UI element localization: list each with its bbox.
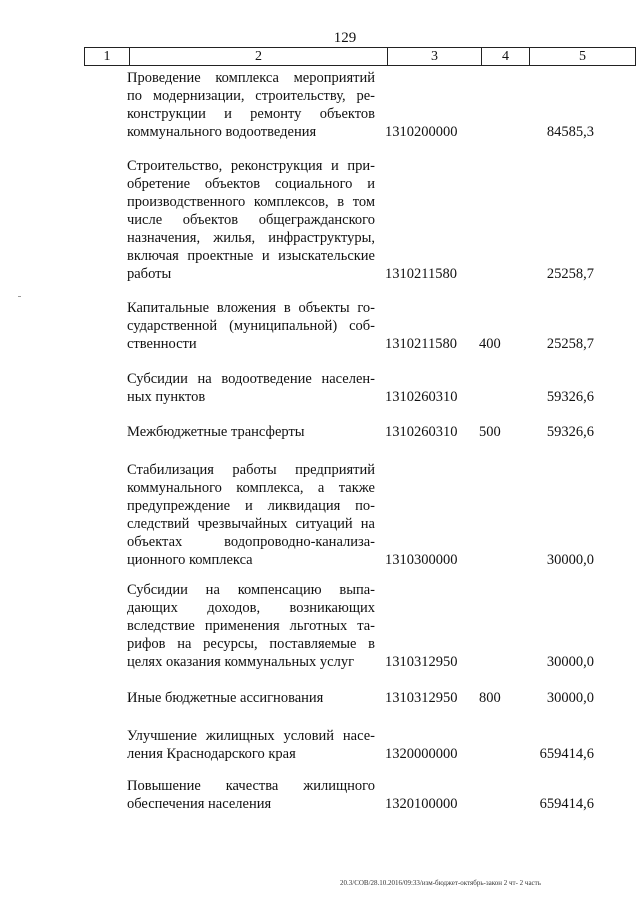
row-name xyxy=(127,299,375,353)
row-name-line: сударственной (муниципальной) соб- xyxy=(127,318,375,334)
row-code: 1310260310 xyxy=(385,389,458,405)
row-vr: 800 xyxy=(479,690,501,706)
row-code: 1320000000 xyxy=(385,746,458,762)
row-name-line: предупреждение и ликвидация по- xyxy=(127,498,375,514)
row-code: 1310200000 xyxy=(385,124,458,140)
row-name-line: дающих доходов, возникающих xyxy=(127,600,375,616)
scan-mark xyxy=(18,296,21,297)
row-amount: 30000,0 xyxy=(546,552,594,568)
row-name-line: ления Краснодарского края xyxy=(127,746,296,762)
row-name-line: по модернизации, строительству, ре- xyxy=(127,88,375,104)
row-name-line: работы xyxy=(127,266,172,282)
row-code: 1310211580 xyxy=(385,336,457,352)
row-code: 1310260310 xyxy=(385,424,458,440)
row-name xyxy=(127,777,375,813)
header-col-4: 4 xyxy=(482,48,530,65)
row-name-line: Субсидии на компенсацию выпа- xyxy=(127,582,375,598)
row-name xyxy=(127,581,375,671)
row-name-line: Межбюджетные трансферты xyxy=(127,424,305,440)
row-name xyxy=(127,727,375,763)
row-code: 1310211580 xyxy=(385,266,457,282)
row-name-line: целях оказания коммунальных услуг xyxy=(127,654,355,670)
row-name-line: Субсидии на водоотведение населен- xyxy=(127,371,375,387)
row-name-line: числе объектов общегражданского xyxy=(127,212,375,228)
page-number: 129 xyxy=(333,30,357,46)
table-header xyxy=(84,47,636,66)
row-name-line: Проведение комплекса мероприятий xyxy=(127,70,375,86)
header-col-3: 3 xyxy=(388,48,482,65)
row-name-line: обретение объектов социального и xyxy=(127,176,375,192)
row-name-line: коммунального водоотведения xyxy=(127,124,317,140)
row-name-line: следствий чрезвычайных ситуаций на xyxy=(127,516,375,532)
row-vr: 400 xyxy=(479,336,501,352)
row-name-line: производственного комплексов, в том xyxy=(127,194,375,210)
row-name-line: ционного комплекса xyxy=(127,552,253,568)
row-amount: 659414,6 xyxy=(539,796,594,812)
header-col-5: 5 xyxy=(579,49,586,64)
row-name-line: Стабилизация работы предприятий xyxy=(127,462,375,478)
row-code: 1310312950 xyxy=(385,654,458,670)
row-amount: 59326,6 xyxy=(546,424,594,440)
row-name-line: обеспечения населения xyxy=(127,796,272,812)
row-amount: 84585,3 xyxy=(546,124,594,140)
row-name-line: назначения, жилья, инфраструктуры, xyxy=(127,230,375,246)
row-amount: 25258,7 xyxy=(546,266,594,282)
row-name xyxy=(127,689,375,707)
row-name-line: вследствие применения льготных та- xyxy=(127,618,375,634)
row-name xyxy=(127,423,375,441)
row-name xyxy=(127,461,375,569)
row-name-line: включая проектные и изыскательские xyxy=(127,248,375,264)
row-name-line: объектах водопроводно-канализа- xyxy=(127,534,375,550)
row-amount: 25258,7 xyxy=(546,336,594,352)
row-name-line: Капитальные вложения в объекты го- xyxy=(127,300,375,316)
row-vr: 500 xyxy=(479,424,501,440)
row-amount: 59326,6 xyxy=(546,389,594,405)
row-amount: 659414,6 xyxy=(539,746,594,762)
row-amount: 30000,0 xyxy=(546,654,594,670)
footer-note: 20.3/СОВ/28.10.2016/09:33/изм-бюджет-октябрь-закон 2 чт- 2 часть xyxy=(340,879,541,887)
header-col-2: 2 xyxy=(130,48,388,65)
row-name-line: Улучшение жилищных условий насе- xyxy=(127,728,375,744)
row-code: 1310300000 xyxy=(385,552,458,568)
row-name-line: конструкции и ремонту объектов xyxy=(127,106,375,122)
row-name-line: рифов на ресурсы, поставляемые в xyxy=(127,636,375,652)
row-name-line: Строительство, реконструкция и при- xyxy=(127,158,375,174)
row-name-line: ных пунктов xyxy=(127,389,206,405)
row-name-line: Повышение качества жилищного xyxy=(127,778,375,794)
row-name-line: Иные бюджетные ассигнования xyxy=(127,690,324,706)
row-name xyxy=(127,157,375,283)
row-amount: 30000,0 xyxy=(546,690,594,706)
row-name-line: коммунального комплекса, а также xyxy=(127,480,375,496)
header-col-1: 1 xyxy=(85,48,130,65)
row-code: 1310312950 xyxy=(385,690,458,706)
row-name xyxy=(127,69,375,141)
row-name-line: ственности xyxy=(127,336,197,352)
row-code: 1320100000 xyxy=(385,796,458,812)
row-name xyxy=(127,370,375,406)
